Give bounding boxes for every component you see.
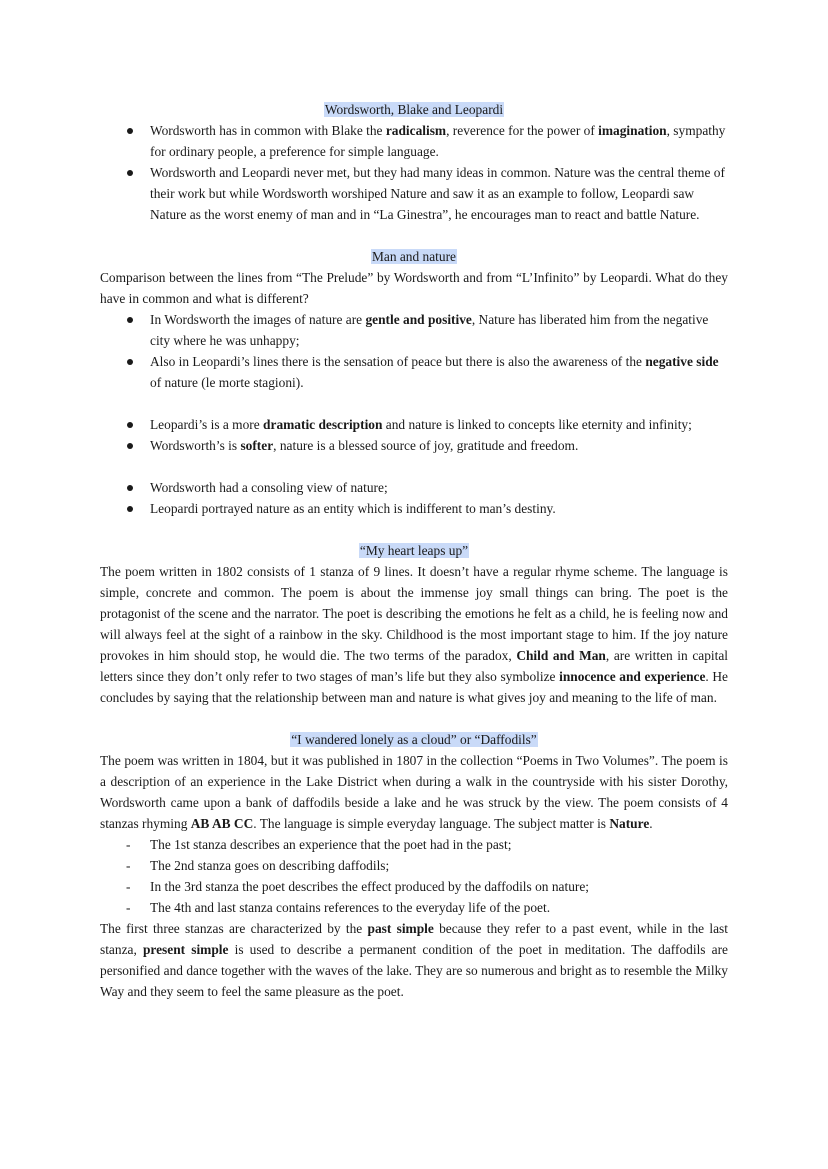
dash-list [100, 834, 728, 918]
list-item: Wordsworth had a consoling view of nature; [100, 477, 728, 498]
list-item: Wordsworth’s is softer, nature is a blessed source of joy, gratitude and freedom. [100, 435, 728, 456]
list-item: - The 1st stanza describes an experience that the poet had in the past; [100, 834, 728, 855]
list-item: Leopardi’s is a more dramatic description and nature is linked to concepts like eternity and infinity; [100, 414, 728, 435]
intro-paragraph: Comparison between the lines from “The Prelude” by Wordsworth and from “L’Infinito” by Leopardi. What do they have in common and what is different? [100, 270, 728, 306]
list-item: In Wordsworth the images of nature are gentle and positive, Nature has liberated him from the negative city where he was unhappy; [100, 309, 728, 351]
section-heading: Wordsworth, Blake and Leopardi [324, 102, 504, 117]
list-item: Wordsworth and Leopardi never met, but they had many ideas in common. Nature was the central theme of their work but while Wordsworth worshiped Nature and saw it as an example to follow, Leopardi saw Nature as the worst enemy of man and in “La Ginestra”, he encourages man to react and battle Nature. [100, 162, 728, 225]
list-item: - In the 3rd stanza the poet describes the effect produced by the daffodils on nature; [100, 876, 728, 897]
list-item: - The 4th and last stanza contains references to the everyday life of the poet. [100, 897, 728, 918]
body-paragraph: The first three stanzas are characterized by the past simple because they refer to a past event, while in the last stanza, present simple is used to describe a permanent condition of the poet in meditation. The daffodils are personified and dance together with the waves of the lake. They are so numerous and bright as to resemble the Milky Way and they seem to feel the same pleasure as the poet. [100, 921, 728, 999]
section-heading: Man and nature [371, 249, 457, 264]
document-page [100, 99, 728, 1002]
bullet-list [100, 414, 728, 456]
list-item: Wordsworth has in common with Blake the radicalism, reverence for the power of imagination, sympathy for ordinary people, a preference for simple language. [100, 120, 728, 162]
section-heading: “My heart leaps up” [359, 543, 469, 558]
section-heading: “I wandered lonely as a cloud” or “Daffodils” [291, 732, 537, 747]
bullet-list [100, 477, 728, 519]
list-item: - The 2nd stanza goes on describing daffodils; [100, 855, 728, 876]
bullet-list [100, 309, 728, 393]
list-item: Also in Leopardi’s lines there is the sensation of peace but there is also the awareness of the negative side of nature (le morte stagioni). [100, 351, 728, 393]
body-paragraph: The poem was written in 1804, but it was published in 1807 in the collection “Poems in Two Volumes”. The poem is a description of an experience in the Lake District when during a walk in the countryside with his sister Dorothy, Wordsworth came upon a bank of daffodils beside a lake and he was struck by the view. The poem consists of 4 stanzas rhyming AB AB CC. The language is simple everyday language. The subject matter is Nature. [100, 753, 728, 831]
list-item: Leopardi portrayed nature as an entity which is indifferent to man’s destiny. [100, 498, 728, 519]
bullet-list [100, 120, 728, 225]
body-paragraph: The poem written in 1802 consists of 1 stanza of 9 lines. It doesn’t have a regular rhyme scheme. The language is simple, concrete and common. The poem is about the immense joy small things can bring. The poet is the protagonist of the scene and the narrator. The poet is describing the emotions he felt as a child, he is feeling now and will always feel at the sight of a rainbow in the sky. Childhood is the most important stage to him. If the joy nature provokes in him should stop, he would die. The two terms of the paradox, Child and Man, are written in capital letters since they don’t only refer to two stages of man’s life but they also symbolize innocence and experience. He concludes by saying that the relationship between man and nature is what gives joy and meaning to the life of man. [100, 564, 729, 705]
